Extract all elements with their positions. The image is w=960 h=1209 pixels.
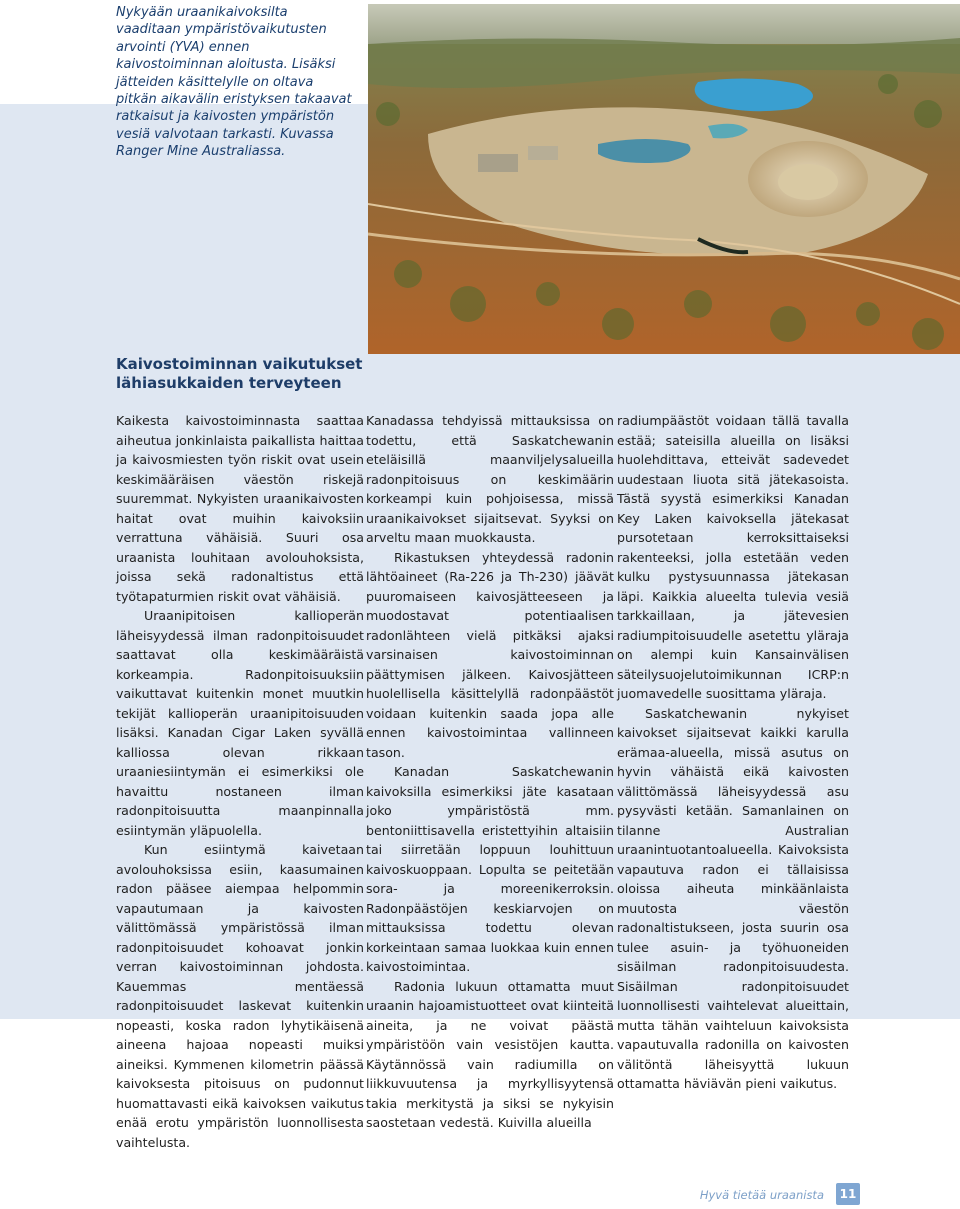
photo-caption: Nykyään uraanikaivoksilta vaaditaan ympäristövaikutusten arvointi (YVA) ennen kaivostoiminnan aloitusta. Lisäksi jätteiden käsittelylle on oltava pitkän aikavälin eristyksen takaavat ratkaisut ja kaivosten ympäristön vesiä valvotaan tarkasti. Kuvassa Ranger Mine Australiassa. [116, 5, 352, 160]
paragraph: Kanadassa tehdyissä mittauksissa on todettu, että Saskatchewanin eteläisillä maanviljelysalueilla radonpitoisuus on keskimäärin korkeampi kuin pohjoisessa, missä uraanikaivokset sijaitsevat. Syyksi on arveltu maan muokkausta. [366, 413, 614, 545]
paragraph: Kun esiintymä kaivetaan avolouhoksissa esiin, kaasumainen radon pääsee aiempaa helpommin vapautumaan ja kaivosten välittömässä ympäristössä ilman radonpitoisuudet kohoavat jonkin verran kaivostoiminnan johdosta. Kauemmas mentäessä radonpitoisuudet laskevat kuitenkin nopeasti, koska radon lyhytikäisenä aineena hajoaa nopeasti muiksi aineiksi. Kymmenen kilometrin päässä kaivoksesta pitoisuus on pudonnut huomattavasti eikä kaivoksen vaikutus enää erotu ympäristön luonnollisesta vaihtelusta. [116, 842, 364, 1150]
text-column-3 [617, 411, 849, 1094]
paragraph: Uraanipitoisen kallioperän läheisyydessä ilman radonpitoisuudet saattavat olla keskimääräistä korkeampia. Radonpitoisuuksiin vaikuttavat kuitenkin monet muutkin tekijät kallioperän uraanipitoisuuden lisäksi. Kanadan Cigar Laken syvällä kalliossa olevan rikkaan uraaniesiintymän ei esimerkiksi ole havaittu nostaneen ilman radonpitoisuutta maanpinnalla esiintymän yläpuolella. [116, 608, 364, 838]
paragraph: Saskatchewanin nykyiset kaivokset sijaitsevat kaikki karulla erämaa-alueella, missä asutus on hyvin vähäistä eikä kaivosten välittömässä läheisyydessä asu pysyvästi ketään. Samanlainen on tilanne Australian uraanintuotantoalueella. Kaivoksista vapautuva radon ei tällaisissa oloissa aiheuta minkäänlaista muutosta väestön radonaltistukseen, josta suurin osa tulee asuin- ja työhuoneiden sisäilman radonpitoisuudesta. Sisäilman radonpitoisuudet luonnollisesti vaihtelevat alueittain, mutta tähän vaihteluun kaivoksista vapautuvalla radonilla on kaivosten välitöntä läheisyyttä lukuun ottamatta häviävän pieni vaikutus. [617, 705, 849, 1091]
page-number: 11 [836, 1183, 860, 1205]
caption-box [0, 0, 368, 160]
section-heading: Kaivostoiminnan vaikutukset lähiasukkaiden terveyteen [116, 355, 363, 392]
text-column-2 [366, 411, 614, 1133]
paragraph: Rikastuksen yhteydessä radonin lähtöaineet (Ra-226 ja Th-230) jäävät puuromaiseen kaivosjätteeseen ja muodostavat potentiaalisen radonlähteen vielä pitkäksi ajaksi varsinaisen kaivostoiminnan päättymisen jälkeen. Kaivosjätteen huolellisella käsittelyllä radonpäästöt voidaan kuitenkin saada jopa alle ennen kaivostoimintaa vallinneen tason. [366, 549, 614, 760]
mine-aerial-photo [368, 4, 960, 354]
page-footer [690, 1183, 860, 1209]
paragraph: Radonia lukuun ottamatta muut uraanin hajoamistuotteet ovat kiinteitä aineita, ja ne voivat päästä ympäristöön vain vesistöjen kautta. Käytännössä vain radiumilla on liikkuvuutensa ja myrkyllisyytensä takia merkitystä ja siksi se nykyisin saostetaan vedestä. Kuivilla alueilla [366, 978, 614, 1130]
text-column-1 [116, 411, 364, 1152]
paragraph: Kaikesta kaivostoiminnasta saattaa aiheutua jonkinlaista paikallista haittaa ja kaivosmiesten työn riskit ovat usein keskimääräisen väestön riskejä suuremmat. Nykyisten uraanikaivosten haitat ovat muihin kaivoksiin verrattuna vähäisiä. Suuri osa uraanista louhitaan avolouhoksista, joissa sekä radonaltistus että työtapaturmien riskit ovat vähäisiä. [116, 413, 364, 604]
paragraph: radiumpäästöt voidaan tällä tavalla estää; sateisilla alueilla on lisäksi huolehdittava, etteivät sadevedet uudestaan liuota sitä jätekasoista. Tästä syystä esimerkiksi Kanadan Key Laken kaivoksella jätekasat pursotetaan kerroksittaiseksi rakenteeksi, jolla estetään veden kulku pystysuunnassa jätekasan läpi. Kaikkia alueelta tulevia vesiä tarkkaillaan, ja jätevesien radiumpitoisuudelle asetettu yläraja on alempi kuin Kansainvälisen säteilysuojelutoimikunnan ICRP:n juomavedelle suosittama yläraja. [617, 413, 849, 701]
publication-title: Hyvä tietää uraanista [699, 1188, 824, 1202]
paragraph: Kanadan Saskatchewanin kaivoksilla esimerkiksi jäte kasataan joko ympäristöstä mm. bentoniittisavella eristettyihin altaisiin tai siirretään loppuun louhittuun kaivoskuoppaan. Lopulta se peitetään sora- ja moreenikerroksin. Radonpäästöjen keskiarvojen on mittauksissa todettu olevan korkeintaan samaa luokkaa kuin ennen kaivostoimintaa. [366, 764, 614, 974]
